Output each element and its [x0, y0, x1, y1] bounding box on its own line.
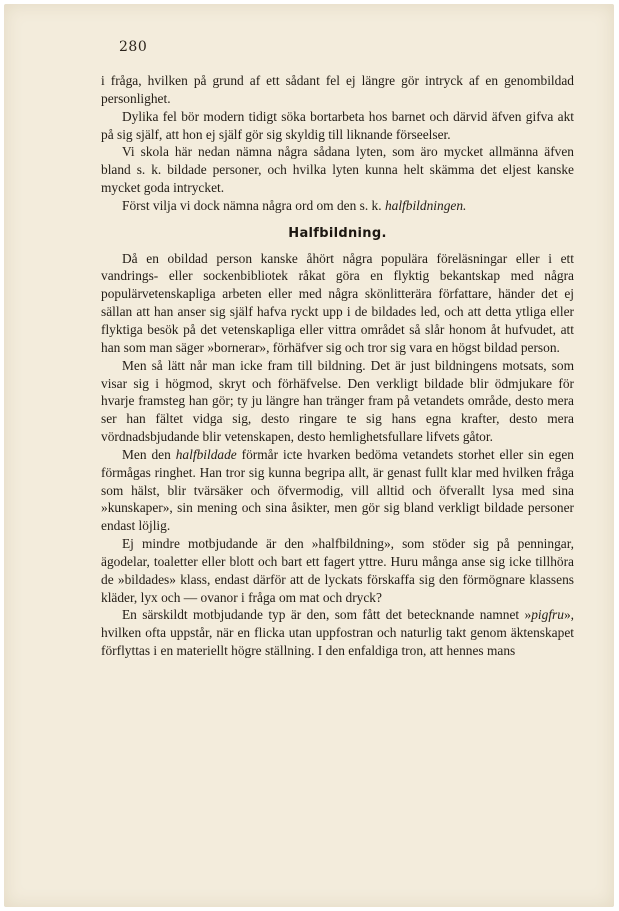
italic-text: halfbildningen.: [384, 197, 467, 213]
paragraph: [101, 606, 574, 660]
text-column: [101, 72, 574, 660]
paragraph-text: », hvilken ofta uppstår, när en flicka utan uppfostran och naturlig takt genom äktenskapet förflyttas i en materiellt högre ställning. I den enfaldiga tron, att hennes mans: [101, 607, 574, 659]
paragraph-text: Då en obildad person kanske åhört några populära föreläsningar eller i ett vandrings- eller sockenbibliotek råkat göra en flyktig bekantskap med några populärvetenskapliga arbeten eller med några skönlitterära författare, händer det ej sällan att han anser sig själf hafva ryckt upp i de bildades led, och att detta ytliga eller flyktiga besök på det vetenskapliga eller vittra området så slår honom åt hufvudet, att han som man säger »bornerar», förhäfver sig och tror sig vara en högst bildad person.: [101, 250, 574, 355]
paragraph: [101, 357, 574, 446]
paragraph: [101, 446, 574, 535]
paragraph-text: Dylika fel bör modern tidigt söka bortarbeta hos barnet och därvid äfven gifva akt på sig själf, att hon ej själf gör sig skyldig till liknande förseelser.: [101, 108, 574, 142]
paragraph-text: förmår icte hvarken bedöma vetandets storhet eller sin egen förmågas ringhet. Han tror sig kunna begripa allt, är genast fullt klar med hvilken fråga som hälst, blir tvärsäker och öfvermodig, vill alltid och öfverallt lysa med sina »kunskaper», sin mening och sina åsikter, men gör sig bland verkligt bildade personer endast löjlig.: [101, 446, 575, 534]
paragraphs-before-heading: [101, 72, 574, 215]
paragraphs-after-heading: [101, 250, 574, 660]
paragraph-text: Ej mindre motbjudande är den »halfbildning», som stöder sig på penningar, ägodelar, toaletter eller blott och bart ett fagert yttre. Huru många anse sig icke tillhöra de »bildades» klass, endast därför att de lyckats förskaffa sig den förmögnare klassens kläder, lyx och — ovanor i fråga om mat och dryck?: [101, 536, 574, 605]
paragraph-text: Men den: [122, 446, 176, 462]
paragraph-text: Först vilja vi dock nämna några ord om den s. k.: [122, 197, 385, 213]
paragraph: [101, 197, 574, 215]
paragraph: [101, 535, 574, 606]
paragraph: [101, 72, 574, 108]
page-number: 280: [119, 39, 148, 55]
paragraph-text: En särskildt motbjudande typ är den, som fått det betecknande namnet »: [122, 607, 532, 623]
italic-text: halfbildade: [175, 446, 237, 462]
section-heading: Halfbildning.: [288, 225, 387, 241]
paragraph: [101, 250, 574, 357]
italic-text: pigfru: [531, 607, 564, 623]
book-page: [4, 4, 614, 907]
paragraph: [101, 143, 574, 197]
paragraph-text: i fråga, hvilken på grund af ett sådant fel ej längre gör intryck af en genombildad personlighet.: [101, 73, 574, 106]
paragraph-text: Vi skola här nedan nämna några sådana lyten, som äro mycket allmänna äfven bland s. k. bildade personer, och hvilka lyten kunna helt skämma det eljest kanske mycket goda intrycket.: [101, 144, 574, 196]
paragraph: [101, 108, 574, 144]
paragraph-text: Men så lätt når man icke fram till bildning. Det är just bildningens motsats, som visar sig i högmod, skryt och förhäfvelse. Den verkligt bildade blir ödmjukare för hvarje framsteg han gör; ty ju längre han tränger fram på vetandets område, desto mera ser han fältet vidga sig, desto ringare te sig hans egna krafter, desto mera vördnadsbjudande blir vetenskapen, desto hemlighetsfullare lifvets gåtor.: [101, 357, 574, 445]
